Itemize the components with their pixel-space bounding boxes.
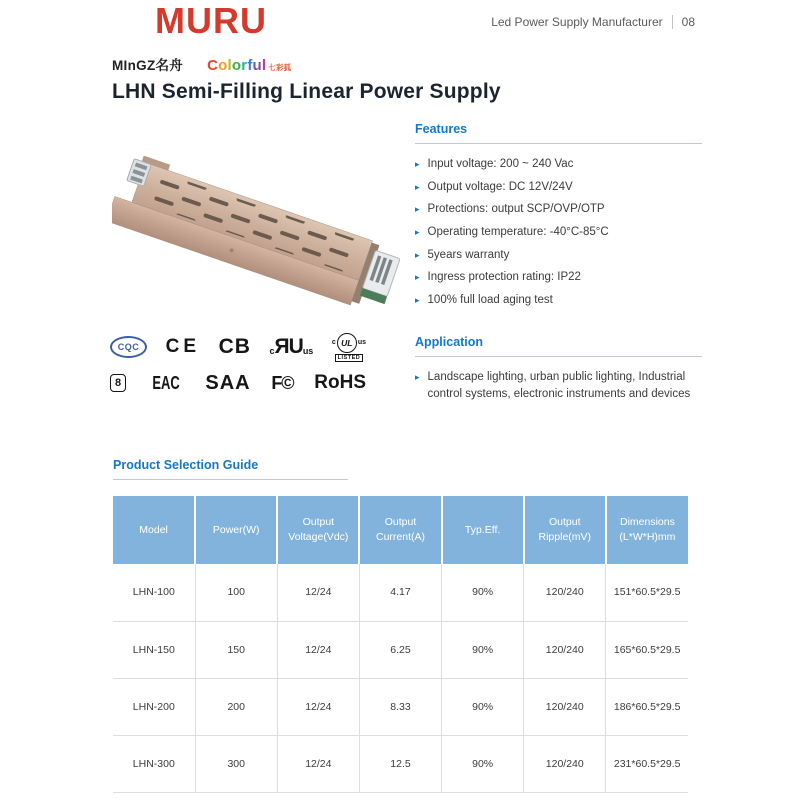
column-header-dimensions: Dimensions (L*W*H)mm <box>606 496 688 564</box>
header-divider <box>672 15 673 29</box>
ul-rec-prefix: c <box>269 345 275 356</box>
brand-row <box>112 54 291 74</box>
ul-rec-main: ЯU <box>274 334 303 358</box>
feature-item <box>415 201 702 218</box>
triangle-right-icon: ▸ <box>415 227 420 238</box>
features-section <box>415 122 702 315</box>
table-row <box>113 564 688 621</box>
table-cell: LHN-100 <box>113 564 195 621</box>
table-cell: LHN-300 <box>113 735 195 792</box>
table-cell: LHN-200 <box>113 678 195 735</box>
table-body <box>113 564 688 792</box>
product-selection-guide <box>113 458 688 793</box>
feature-item <box>415 269 702 286</box>
table-cell: 90% <box>442 621 524 678</box>
power-supply-photo <box>112 150 412 320</box>
table-cell: 8.33 <box>359 678 441 735</box>
feature-text: Ingress protection rating: IP22 <box>427 271 581 284</box>
table-cell: 90% <box>442 564 524 621</box>
ce-cert-icon: CE <box>165 336 200 357</box>
table-cell: 120/240 <box>524 564 606 621</box>
triangle-right-icon: ▸ <box>415 181 420 192</box>
features-heading: Features <box>415 122 702 144</box>
feature-item <box>415 156 702 173</box>
ul-listed-circle: UL <box>337 333 357 353</box>
application-item <box>415 369 702 402</box>
ul-listed-label: LISTED <box>335 354 364 362</box>
colorful-letter: r <box>241 57 248 74</box>
colorful-letter: o <box>231 57 242 74</box>
header-tagline: Led Power Supply Manufacturer <box>491 15 663 29</box>
table-cell: 4.17 <box>359 564 441 621</box>
triangle-right-icon: ▸ <box>415 204 420 215</box>
feature-text: Operating temperature: -40°C-85°C <box>427 226 609 239</box>
table-cell: 151*60.5*29.5 <box>606 564 688 621</box>
application-section <box>415 335 702 408</box>
table-cell: 231*60.5*29.5 <box>606 735 688 792</box>
table-row <box>113 678 688 735</box>
table-cell: 6.25 <box>359 621 441 678</box>
column-header-current: Output Current(A) <box>359 496 441 564</box>
table-cell: LHN-150 <box>113 621 195 678</box>
colorful-suffix: 七彩狐 <box>268 63 292 72</box>
column-header-ripple: Output Ripple(mV) <box>524 496 606 564</box>
cqc-cert-icon: CQC <box>110 336 147 358</box>
application-heading: Application <box>415 335 702 357</box>
table-cell: 90% <box>442 678 524 735</box>
table-cell: 12/24 <box>277 735 359 792</box>
fcc-cert-icon: F© <box>271 372 294 393</box>
column-header-eff: Typ.Eff. <box>442 496 524 564</box>
cb-cert-icon: CB <box>218 335 251 358</box>
table-cell: 100 <box>195 564 277 621</box>
table-row <box>113 621 688 678</box>
certifications <box>110 331 366 397</box>
table-cell: 186*60.5*29.5 <box>606 678 688 735</box>
table-cell: 90% <box>442 735 524 792</box>
table-header-row <box>113 496 688 564</box>
table-row <box>113 735 688 792</box>
feature-text: Output voltage: DC 12V/24V <box>427 180 573 193</box>
muru-logo: MURU <box>155 0 267 41</box>
column-header-model: Model <box>113 496 195 564</box>
colorful-letter: C <box>207 57 219 74</box>
feature-text: 100% full load aging test <box>427 294 553 307</box>
feature-item <box>415 247 702 264</box>
application-list <box>415 369 702 402</box>
ul-listed-right: us <box>357 339 366 346</box>
table-cell: 120/240 <box>524 735 606 792</box>
feature-text: Protections: output SCP/OVP/OTP <box>427 203 605 216</box>
ul-listed-cert-icon <box>332 333 366 362</box>
feature-item <box>415 224 702 241</box>
table-cell: 165*60.5*29.5 <box>606 621 688 678</box>
ul-listed-left: c <box>331 339 336 346</box>
triangle-right-icon: ▸ <box>415 295 420 306</box>
table-cell: 12/24 <box>277 564 359 621</box>
colorful-letter: l <box>227 57 232 74</box>
certification-row-1 <box>110 331 366 363</box>
saa-cert-icon: SAA <box>205 371 251 394</box>
triangle-right-icon: ▸ <box>415 249 420 260</box>
guide-heading: Product Selection Guide <box>113 458 348 480</box>
ul-recognized-cert-icon <box>269 334 314 358</box>
table-cell: 120/240 <box>524 621 606 678</box>
column-header-voltage: Output Voltage(Vdc) <box>277 496 359 564</box>
colorful-letter: f <box>247 57 253 74</box>
header-meta <box>491 15 695 29</box>
column-header-power: Power(W) <box>195 496 277 564</box>
mingz-brand-logo: MInGZ名舟 <box>112 58 184 73</box>
table-cell: 300 <box>195 735 277 792</box>
safety-8-cert-icon: 8 <box>110 374 126 392</box>
feature-item <box>415 292 702 309</box>
product-selection-table <box>113 496 688 793</box>
eac-cert-icon: EAC <box>152 372 180 393</box>
features-list <box>415 156 702 309</box>
triangle-right-icon: ▸ <box>415 372 420 382</box>
table-cell: 120/240 <box>524 678 606 735</box>
colorful-letter: o <box>218 57 228 74</box>
certification-row-2 <box>110 369 366 397</box>
page-number: 08 <box>681 15 695 29</box>
colorful-brand-logo <box>207 57 291 74</box>
feature-text: 5years warranty <box>427 248 510 261</box>
page-title: LHN Semi-Filling Linear Power Supply <box>112 80 501 103</box>
table-cell: 12/24 <box>277 678 359 735</box>
ul-rec-suffix: us <box>302 345 314 356</box>
table-cell: 200 <box>195 678 277 735</box>
rohs-cert-icon: RoHS <box>314 372 366 393</box>
table-header <box>113 496 688 564</box>
triangle-right-icon: ▸ <box>415 272 420 283</box>
application-text: Landscape lighting, urban public lighting, Industrial control systems, electronic instruments and devices <box>427 371 691 400</box>
table-cell: 12/24 <box>277 621 359 678</box>
feature-text: Input voltage: 200 ~ 240 Vac <box>427 158 574 170</box>
power-supply-illustration <box>112 150 412 320</box>
table-cell: 150 <box>195 621 277 678</box>
table-cell: 12.5 <box>359 735 441 792</box>
colorful-letter: l <box>261 57 267 74</box>
colorful-letter: u <box>252 57 262 74</box>
triangle-right-icon: ▸ <box>415 159 420 169</box>
feature-item <box>415 179 702 196</box>
